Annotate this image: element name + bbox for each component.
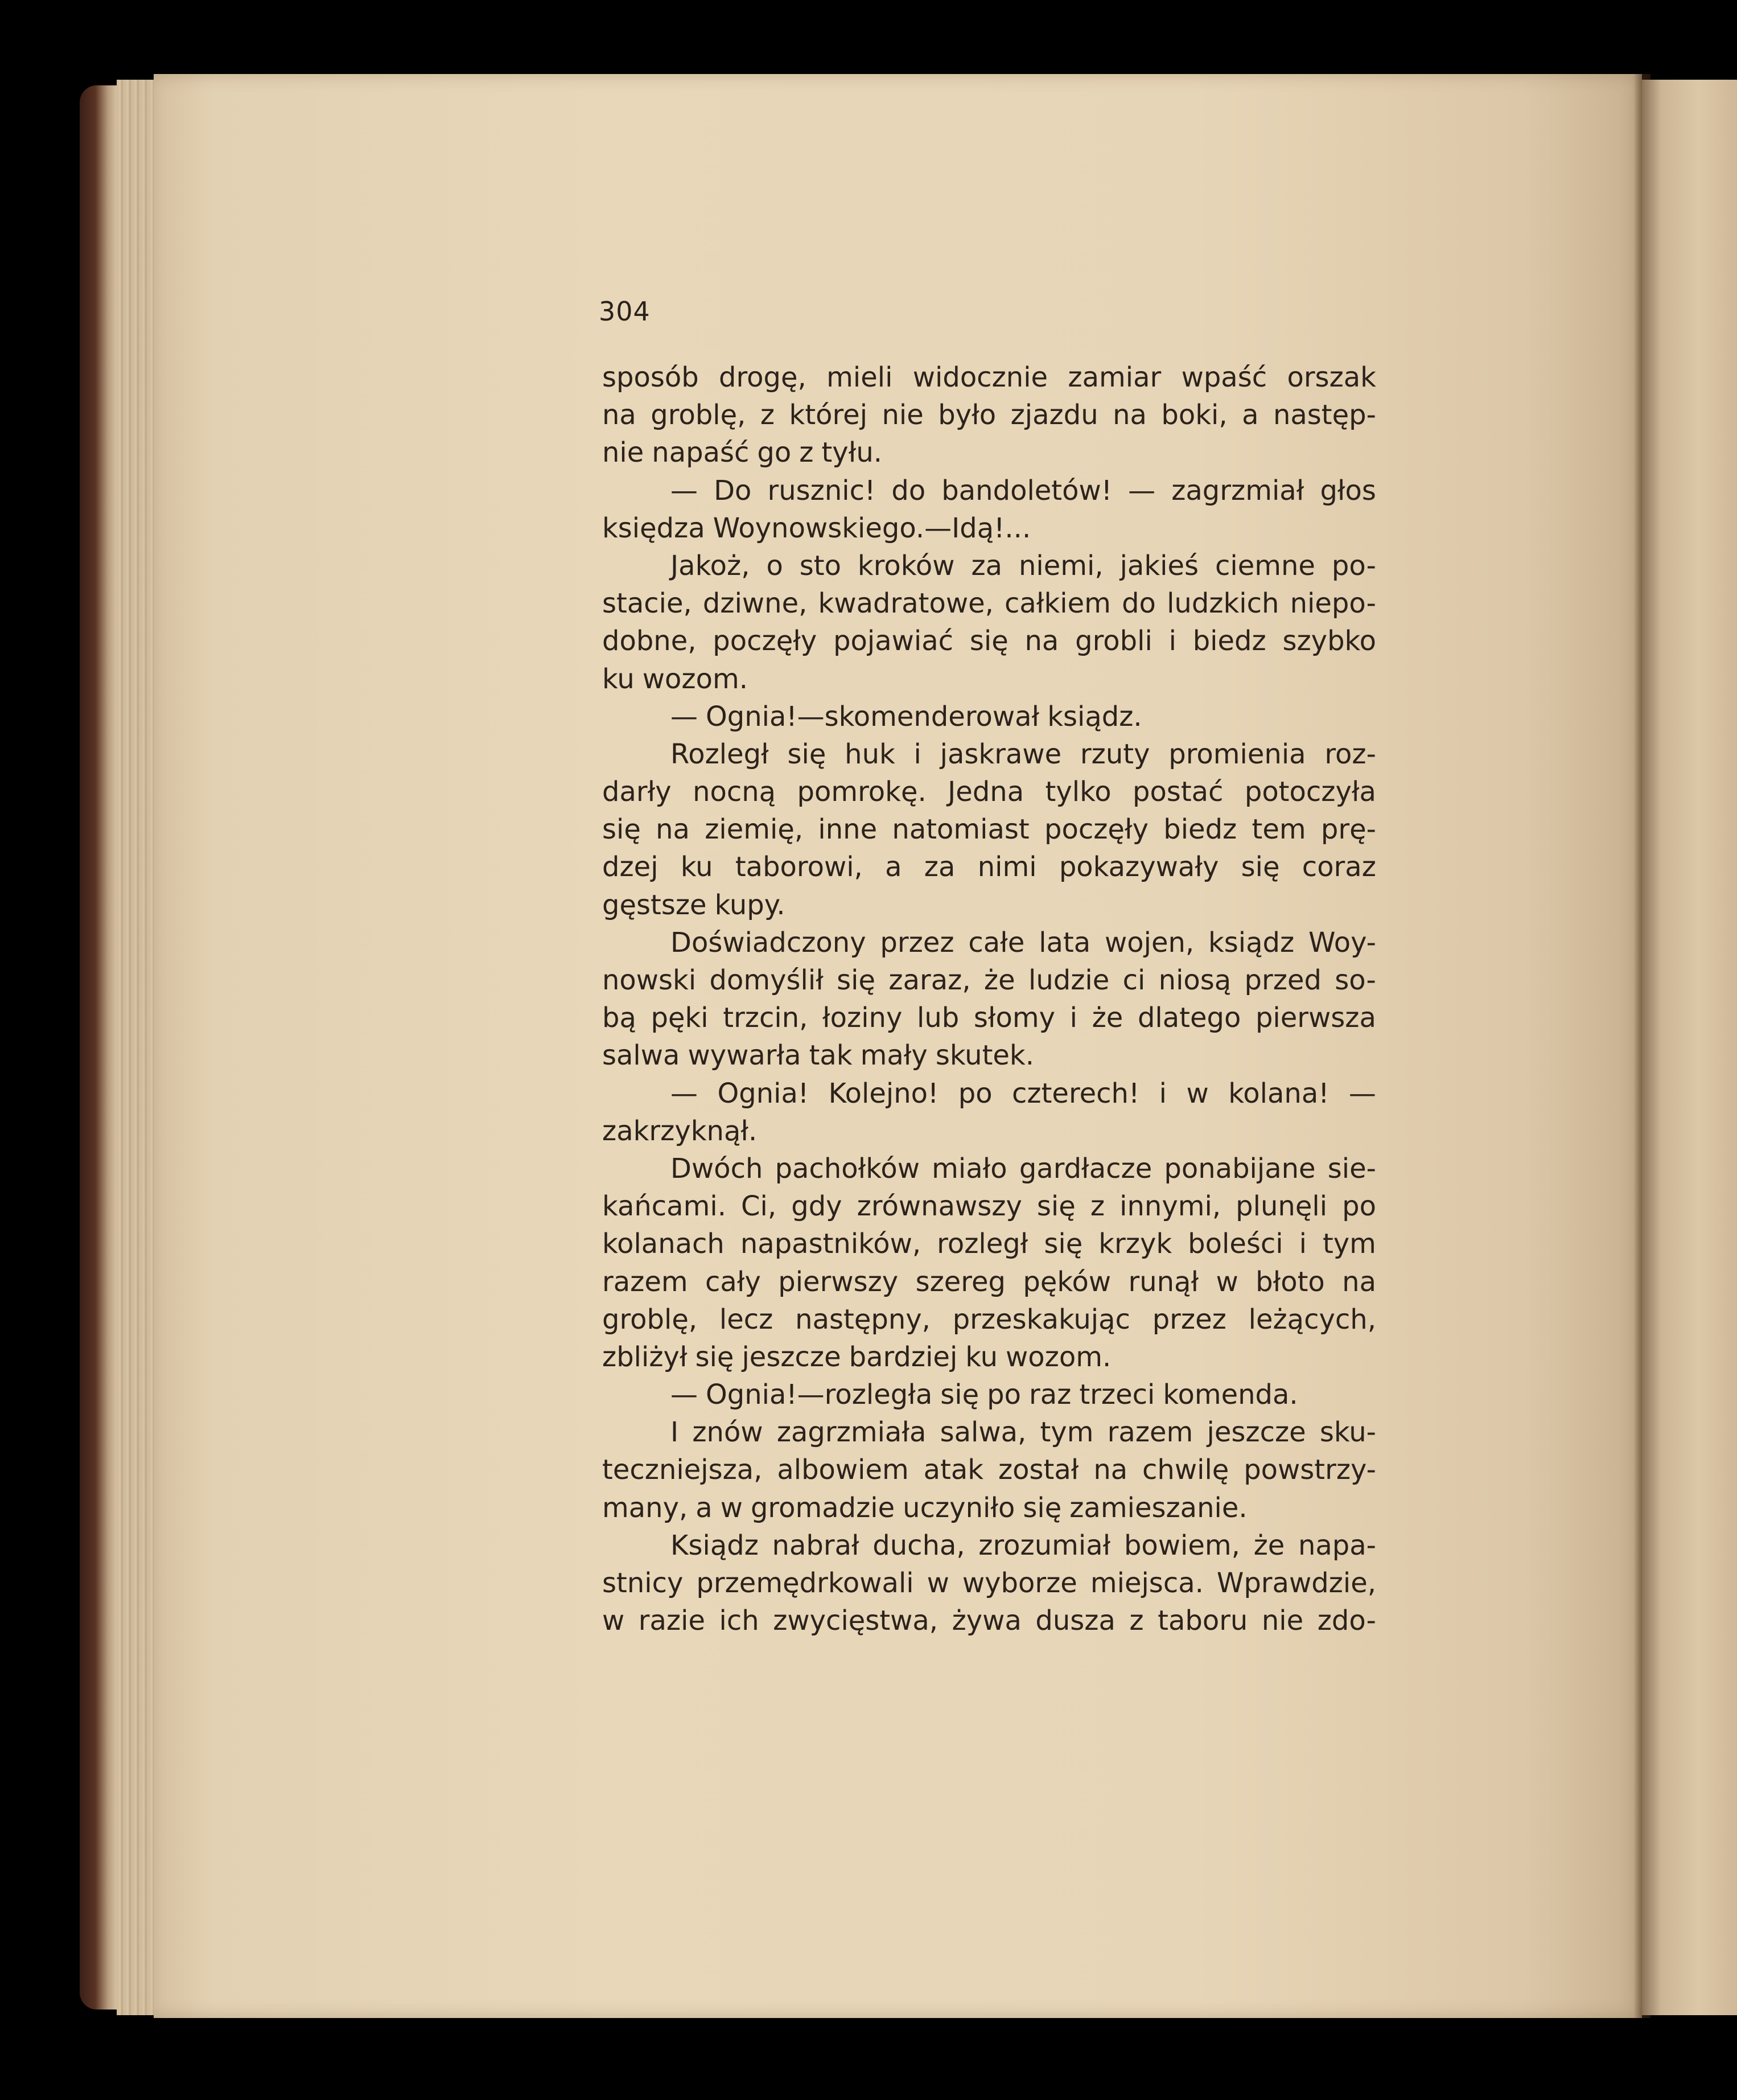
word: niemi, xyxy=(1019,549,1104,582)
word: w xyxy=(1186,1077,1209,1109)
word: zakrzyknął. xyxy=(602,1115,758,1147)
word: rozległ xyxy=(937,1228,1028,1260)
word: za xyxy=(971,549,1003,582)
word: ksiądz. xyxy=(1047,700,1142,733)
word: groblę, xyxy=(651,399,746,431)
word: się xyxy=(602,813,641,846)
word: Woy- xyxy=(1308,926,1376,959)
word: jeszcze xyxy=(1207,1416,1306,1449)
word: bowiem, xyxy=(1123,1529,1240,1561)
word: dusza xyxy=(1035,1605,1116,1637)
word: dzej xyxy=(602,851,658,883)
word: zamiar xyxy=(1068,361,1162,393)
word: w xyxy=(1216,1265,1238,1298)
word: napaść xyxy=(652,437,750,469)
word: ludzie xyxy=(1028,964,1110,996)
word: kroków xyxy=(857,549,955,582)
word: potoczyła xyxy=(1244,776,1376,808)
word: po xyxy=(958,1077,993,1109)
text-line xyxy=(602,1338,1376,1376)
word: zrozumiał xyxy=(978,1529,1111,1561)
word: sto xyxy=(799,549,841,582)
word: za xyxy=(924,851,956,883)
word: czterech! xyxy=(1012,1077,1140,1109)
word: i xyxy=(1168,625,1176,657)
word: z xyxy=(760,399,775,431)
word: po xyxy=(1342,1190,1376,1223)
text-line xyxy=(602,924,1376,961)
word: kupy. xyxy=(714,889,785,921)
word: o xyxy=(766,549,783,582)
text-line xyxy=(602,1301,1376,1338)
word: się xyxy=(695,1341,734,1373)
text-line xyxy=(602,1564,1376,1602)
word: — xyxy=(670,474,698,507)
word: do xyxy=(1122,587,1156,620)
word: gardłacze xyxy=(1019,1152,1152,1185)
word: a xyxy=(1242,399,1259,431)
text-line xyxy=(602,434,1376,471)
word: — xyxy=(670,700,698,733)
word: że xyxy=(1092,1002,1123,1034)
word: na xyxy=(1113,399,1147,431)
word: coraz xyxy=(1302,851,1376,883)
word: pęków xyxy=(1023,1265,1112,1298)
word: wozom. xyxy=(642,663,748,695)
word: razie xyxy=(638,1605,705,1637)
text-line xyxy=(602,698,1376,735)
body-text xyxy=(602,359,1376,1639)
word: pierwsza xyxy=(1255,1002,1376,1034)
word: Ksiądz xyxy=(670,1529,759,1561)
word: roz- xyxy=(1324,738,1376,770)
word: się xyxy=(1241,851,1280,883)
word: całe xyxy=(968,926,1025,959)
word: na xyxy=(1093,1454,1128,1486)
word: do xyxy=(891,474,926,507)
word: sku- xyxy=(1319,1416,1376,1449)
word: dobne, xyxy=(602,625,697,657)
word: kolana! xyxy=(1228,1077,1329,1109)
text-line xyxy=(602,1451,1376,1489)
word: Kolejno! xyxy=(828,1077,939,1109)
word: całkiem xyxy=(1005,587,1111,620)
word: nimi xyxy=(977,851,1037,883)
word: ziemię, xyxy=(705,813,804,846)
word: albowiem xyxy=(777,1454,909,1486)
word: rzuty xyxy=(1080,738,1150,770)
word: został xyxy=(998,1454,1079,1486)
word: komenda. xyxy=(1163,1379,1298,1411)
text-line xyxy=(602,1037,1376,1074)
word: tem xyxy=(1252,813,1306,846)
word: darły xyxy=(602,776,672,808)
word: w xyxy=(720,1491,743,1524)
text-line xyxy=(602,1187,1376,1225)
word: ducha, xyxy=(872,1529,965,1561)
word: z xyxy=(799,437,814,469)
word: many, xyxy=(602,1491,688,1524)
word: raz xyxy=(1029,1379,1072,1411)
word: szybko xyxy=(1282,625,1376,657)
word: i xyxy=(1069,1002,1077,1034)
word: mieli xyxy=(826,361,893,393)
word: tym xyxy=(1040,1416,1094,1449)
word: biedz xyxy=(1192,625,1266,657)
word: się xyxy=(787,738,826,770)
word: Wprawdzie, xyxy=(1216,1567,1376,1599)
word: Ci, xyxy=(741,1190,777,1223)
word: i xyxy=(1159,1077,1167,1109)
word: Ognia! xyxy=(717,1077,809,1109)
word: orszak xyxy=(1287,361,1376,393)
word: pachołków xyxy=(775,1152,920,1185)
word: stnicy xyxy=(602,1567,684,1599)
text-line xyxy=(602,585,1376,622)
word: Ognia!—rozległa xyxy=(706,1379,933,1411)
word: na xyxy=(1024,625,1059,657)
word: było xyxy=(938,399,997,431)
word: postać xyxy=(1132,776,1224,808)
word: Jedna xyxy=(948,776,1024,808)
word: salwa xyxy=(602,1039,680,1072)
word: pojawiać xyxy=(833,625,954,657)
word: jakieś xyxy=(1119,549,1199,582)
word: I xyxy=(670,1416,679,1449)
word: kolanach xyxy=(602,1228,725,1260)
text-line xyxy=(602,999,1376,1037)
word: ksiądz xyxy=(1208,926,1295,959)
text-line xyxy=(602,1489,1376,1527)
word: księdza xyxy=(602,512,705,544)
word: tylko xyxy=(1045,776,1112,808)
word: nowski xyxy=(602,964,697,996)
word: Ognia!—skomenderował xyxy=(706,700,1040,733)
word: gdy xyxy=(791,1190,842,1223)
word: widocznie xyxy=(912,361,1048,393)
word: runął xyxy=(1128,1265,1199,1298)
word: się xyxy=(940,1379,979,1411)
word: zagrzmiała xyxy=(776,1416,927,1449)
text-line xyxy=(602,1150,1376,1187)
word: — xyxy=(670,1379,698,1411)
text-line xyxy=(602,1376,1376,1413)
word: poczęły xyxy=(1044,813,1149,846)
text-line xyxy=(602,660,1376,698)
text-line xyxy=(602,773,1376,811)
scan-background xyxy=(0,2018,1737,2100)
word: się xyxy=(1023,1491,1062,1524)
word: wpaść xyxy=(1181,361,1267,393)
word: uczyniło xyxy=(903,1491,1015,1524)
word: — xyxy=(1348,1077,1376,1109)
word: cały xyxy=(705,1265,761,1298)
word: ku xyxy=(602,663,635,695)
text-line xyxy=(602,961,1376,999)
word: na xyxy=(602,399,636,431)
text-line xyxy=(602,1602,1376,1639)
word: pierwszy xyxy=(778,1265,899,1298)
word: następ- xyxy=(1273,399,1376,431)
word: domyślił xyxy=(709,964,824,996)
text-line xyxy=(602,1263,1376,1301)
word: Jakoż, xyxy=(670,549,750,582)
word: prę- xyxy=(1320,813,1376,846)
word: teczniejsza, xyxy=(602,1454,763,1486)
word: i xyxy=(1299,1228,1307,1260)
word: dlatego xyxy=(1137,1002,1241,1034)
word: wozom. xyxy=(1006,1341,1112,1373)
word: — xyxy=(670,1077,698,1109)
word: przez xyxy=(1152,1303,1226,1335)
word: przemędrkowali xyxy=(696,1567,914,1599)
word: i xyxy=(913,738,921,770)
word: trzeci xyxy=(1079,1379,1155,1411)
word: miało xyxy=(932,1152,1007,1185)
word: go xyxy=(757,437,792,469)
text-line xyxy=(602,1413,1376,1451)
word: tym xyxy=(1322,1228,1376,1260)
word: przez xyxy=(880,926,954,959)
text-line xyxy=(602,848,1376,886)
word: inne xyxy=(818,813,878,846)
word: zrównawszy xyxy=(857,1190,1022,1223)
word: grobli xyxy=(1075,625,1152,657)
word: której xyxy=(789,399,868,431)
word: błoto xyxy=(1256,1265,1325,1298)
word: niosą xyxy=(1158,964,1232,996)
word: na xyxy=(656,813,690,846)
word: bandoletów! xyxy=(941,474,1112,507)
word: salwa, xyxy=(940,1416,1027,1449)
text-line xyxy=(602,547,1376,585)
word: lata xyxy=(1039,926,1091,959)
word: że xyxy=(1253,1529,1285,1561)
word: ku xyxy=(680,851,713,883)
word: boleści xyxy=(1188,1228,1283,1260)
word: się xyxy=(837,964,876,996)
word: znów xyxy=(692,1416,763,1449)
word: atak xyxy=(923,1454,984,1486)
word: sie- xyxy=(1327,1152,1376,1185)
text-line xyxy=(602,1112,1376,1150)
word: pęki xyxy=(651,1002,709,1034)
word: groblę, xyxy=(602,1303,698,1335)
word: — xyxy=(1128,474,1156,507)
word: trzcin, xyxy=(723,1002,808,1034)
word: że xyxy=(983,964,1015,996)
word: gromadzie xyxy=(750,1491,895,1524)
word: boki, xyxy=(1161,399,1228,431)
word: dziwne, xyxy=(702,587,808,620)
word: zamieszanie. xyxy=(1069,1491,1248,1524)
word: pomrokę. xyxy=(797,776,927,808)
word: zjazdu xyxy=(1010,399,1098,431)
word: wyborze xyxy=(962,1567,1077,1599)
text-line xyxy=(602,735,1376,773)
word: napa- xyxy=(1298,1529,1376,1561)
word: razem xyxy=(602,1265,688,1298)
word: gęstsze xyxy=(602,889,707,921)
word: nie xyxy=(1261,1605,1304,1637)
text-line xyxy=(602,1527,1376,1564)
word: przeskakując xyxy=(952,1303,1130,1335)
word: tyłu. xyxy=(821,437,883,469)
word: zdo- xyxy=(1317,1605,1376,1637)
word: ku xyxy=(965,1341,998,1373)
word: się xyxy=(1036,1190,1076,1223)
word: Dwóch xyxy=(670,1152,763,1185)
word: po xyxy=(987,1379,1022,1411)
word: mały xyxy=(860,1039,928,1072)
text-line xyxy=(602,1225,1376,1263)
word: z xyxy=(1090,1190,1105,1223)
word: plunęli xyxy=(1236,1190,1328,1223)
word: sposób xyxy=(602,361,699,393)
word: w xyxy=(927,1567,949,1599)
word: leżących, xyxy=(1248,1303,1376,1335)
word: zaraz, xyxy=(888,964,971,996)
word: pokazywały xyxy=(1059,851,1219,883)
word: żywa xyxy=(952,1605,1022,1637)
adjacent-page-edge xyxy=(1642,80,1737,2015)
text-line xyxy=(602,359,1376,396)
word: poczęły xyxy=(713,625,817,657)
word: promienia xyxy=(1168,738,1306,770)
word: jeszcze xyxy=(742,1341,841,1373)
word: kwadratowe, xyxy=(818,587,994,620)
word: zagrzmiał xyxy=(1171,474,1304,507)
word: się xyxy=(1044,1228,1083,1260)
word: przed xyxy=(1244,964,1322,996)
word: krzyk xyxy=(1098,1228,1172,1260)
word: kańcami. xyxy=(602,1190,726,1223)
word: a xyxy=(695,1491,713,1524)
word: głos xyxy=(1320,474,1376,507)
word: jaskrawe xyxy=(940,738,1062,770)
word: chwilę xyxy=(1142,1454,1229,1486)
word: biedz xyxy=(1163,813,1237,846)
word: powstrzy- xyxy=(1244,1454,1376,1486)
word: słomy xyxy=(973,1002,1056,1034)
word: razem xyxy=(1107,1416,1193,1449)
word: lub xyxy=(917,1002,960,1034)
word: zwycięstwa, xyxy=(773,1605,939,1637)
word: innymi, xyxy=(1119,1190,1221,1223)
word: wojen, xyxy=(1105,926,1195,959)
word: taborowi, xyxy=(735,851,863,883)
word: ich xyxy=(719,1605,759,1637)
word: Woynowskiego.—Idą!... xyxy=(713,512,1031,544)
word: następny, xyxy=(795,1303,931,1335)
word: huk xyxy=(845,738,895,770)
word: a xyxy=(885,851,902,883)
word: po- xyxy=(1331,549,1376,582)
word: nie xyxy=(602,437,644,469)
word: nie xyxy=(882,399,924,431)
word: szereg xyxy=(915,1265,1006,1298)
text-line xyxy=(602,886,1376,924)
word: nabrał xyxy=(772,1529,859,1561)
word: wywarła xyxy=(688,1039,801,1072)
word: so- xyxy=(1335,964,1376,996)
word: ciemne xyxy=(1215,549,1315,582)
word: Do xyxy=(714,474,752,507)
word: bardziej xyxy=(849,1341,958,1373)
word: rusznic! xyxy=(767,474,876,507)
word: zbliżył xyxy=(602,1341,688,1373)
word: niepo- xyxy=(1290,587,1376,620)
text-line xyxy=(602,1075,1376,1112)
word: nocną xyxy=(693,776,776,808)
word: w xyxy=(602,1605,625,1637)
word: tak xyxy=(809,1039,853,1072)
word: Rozległ xyxy=(670,738,769,770)
word: Doświadczony xyxy=(670,926,866,959)
word: na xyxy=(1342,1265,1376,1298)
word: ci xyxy=(1122,964,1146,996)
text-line xyxy=(602,472,1376,509)
word: z xyxy=(1129,1605,1144,1637)
word: bą xyxy=(602,1002,636,1034)
word: lecz xyxy=(719,1303,773,1335)
word: napastników, xyxy=(740,1228,921,1260)
text-line xyxy=(602,509,1376,547)
word: natomiast xyxy=(892,813,1030,846)
word: skutek. xyxy=(935,1039,1034,1072)
word: łoziny xyxy=(822,1002,903,1034)
word: drogę, xyxy=(719,361,806,393)
text-line xyxy=(602,396,1376,434)
word: ludzkich xyxy=(1167,587,1279,620)
word: ponabijane xyxy=(1164,1152,1316,1185)
word: miejsca. xyxy=(1090,1567,1204,1599)
text-line xyxy=(602,811,1376,848)
word: taboru xyxy=(1158,1605,1248,1637)
word: stacie, xyxy=(602,587,692,620)
page-number: 304 xyxy=(599,296,651,327)
word: się xyxy=(969,625,1009,657)
text-line xyxy=(602,622,1376,660)
